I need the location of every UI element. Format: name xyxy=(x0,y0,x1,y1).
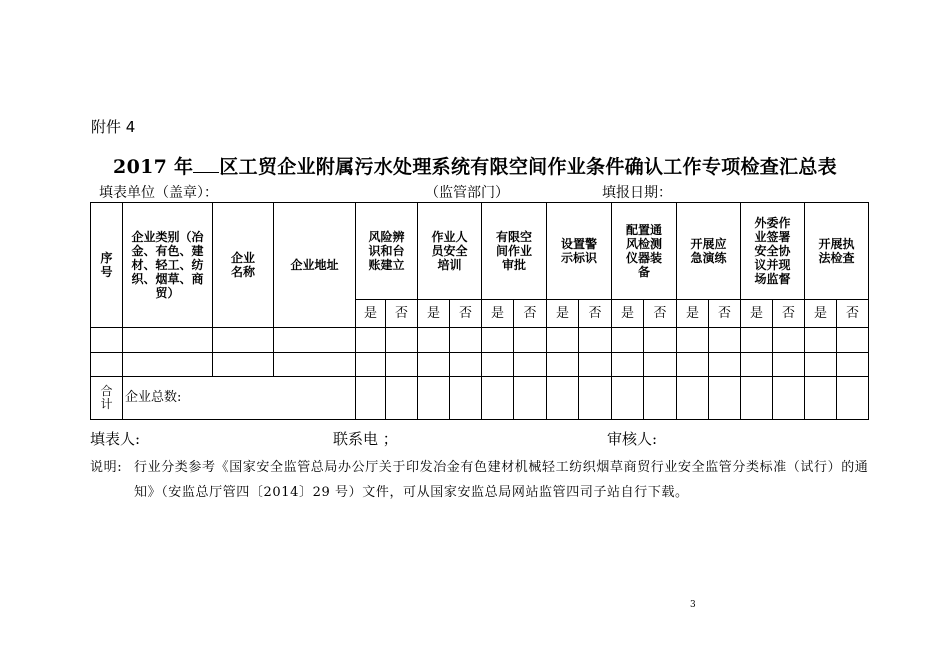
header-check-item: 设置警示标识 xyxy=(547,203,612,300)
supervision-dept-label: （监管部门） xyxy=(425,185,509,201)
yes-header: 是 xyxy=(612,300,644,328)
attachment-label: 附件 4 xyxy=(91,118,136,136)
table-row xyxy=(91,353,869,377)
yes-header: 是 xyxy=(741,300,773,328)
no-header: 否 xyxy=(386,300,418,328)
no-header: 否 xyxy=(837,300,869,328)
reviewer-label: 审核人: xyxy=(607,430,658,448)
total-label: 合计 xyxy=(91,377,123,420)
header-check-item: 开展执法检查 xyxy=(805,203,869,300)
title-year: 2017 年 xyxy=(113,156,194,178)
header-check-item: 风险辨识和台账建立 xyxy=(356,203,418,300)
header-serial: 序号 xyxy=(91,203,123,328)
no-header: 否 xyxy=(450,300,482,328)
header-check-item: 配置通风检测仪器装备 xyxy=(612,203,677,300)
no-header: 否 xyxy=(773,300,805,328)
summary-table xyxy=(90,202,869,420)
header-address: 企业地址 xyxy=(274,203,356,328)
fill-date-label: 填报日期： xyxy=(602,185,672,201)
no-header: 否 xyxy=(644,300,677,328)
title-text: 区工贸企业附属污水处理系统有限空间作业条件确认工作专项检查汇总表 xyxy=(219,156,837,178)
page-title xyxy=(0,152,950,179)
header-name: 企业名称 xyxy=(213,203,274,328)
total-row xyxy=(91,377,869,420)
no-header: 否 xyxy=(514,300,547,328)
no-header: 否 xyxy=(709,300,741,328)
header-category: 企业类别（冶金、有色、建材、轻工、纺织、烟草、商贸） xyxy=(123,203,213,328)
note-text: 行业分类参考《国家安全监管总局办公厅关于印发冶金有色建材机械轻工纺织烟草商贸行业安全监管分类标准（试行）的通知》（安监总厅管四〔2014〕29 号）文件，可从国家安监总局网站监管四司子站自行下载。 xyxy=(134,460,869,500)
contact-phone-label: 联系电 ； xyxy=(333,430,398,448)
filler-label: 填表人: xyxy=(90,430,141,448)
title-blank-line xyxy=(193,156,219,173)
header-check-item: 作业人员安全培训 xyxy=(418,203,482,300)
yes-header: 是 xyxy=(482,300,514,328)
no-header: 否 xyxy=(579,300,612,328)
yes-header: 是 xyxy=(677,300,709,328)
yes-header: 是 xyxy=(356,300,386,328)
yes-header: 是 xyxy=(805,300,837,328)
page-number: 3 xyxy=(690,600,696,610)
yes-header: 是 xyxy=(418,300,450,328)
fill-unit-label: 填表单位（盖章）： xyxy=(99,185,218,201)
table-row xyxy=(91,328,869,353)
header-check-item: 开展应急演练 xyxy=(677,203,741,300)
note-label: 说明: xyxy=(90,460,123,475)
header-check-item: 有限空间作业审批 xyxy=(482,203,547,300)
header-check-item: 外委作业签署安全协议并现场监督 xyxy=(741,203,805,300)
note-block xyxy=(90,455,870,505)
total-count-label: 企业总数: xyxy=(123,377,356,420)
yes-header: 是 xyxy=(547,300,579,328)
